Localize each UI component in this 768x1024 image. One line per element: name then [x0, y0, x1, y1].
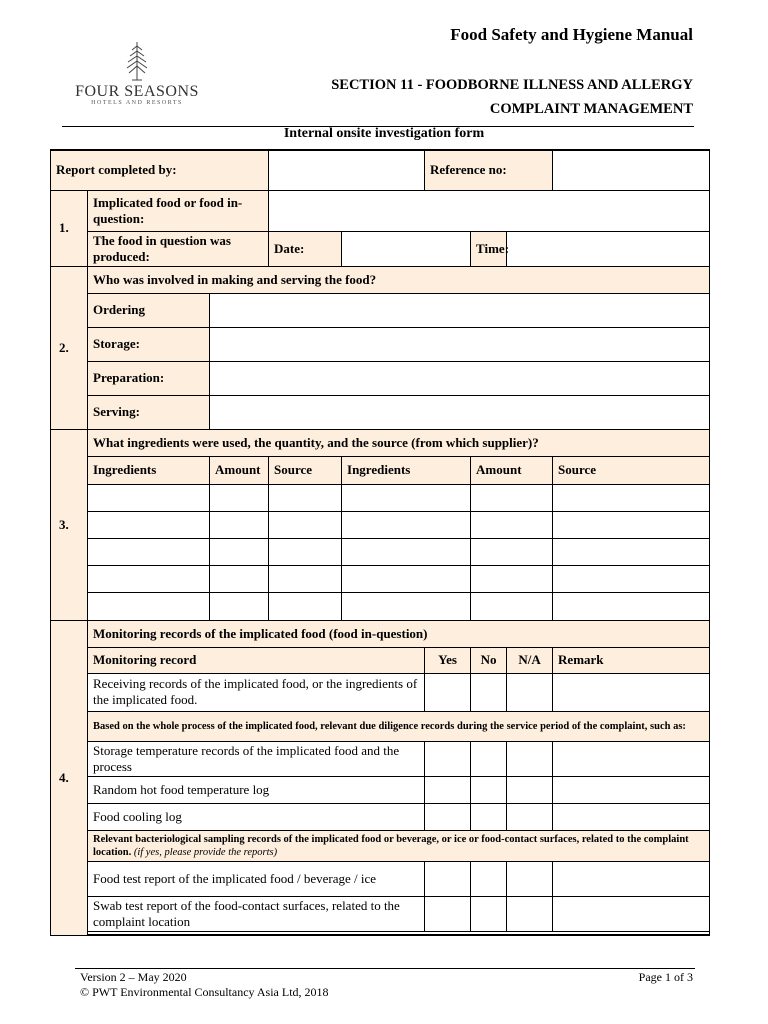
remark-field[interactable]	[553, 741, 710, 776]
ingredient-row	[51, 511, 710, 538]
section-3-number: 3.	[51, 429, 88, 620]
receiving-records-label: Receiving records of the implicated food, or the ingredients of the implicated food.	[88, 673, 425, 711]
footer-version: Version 2 – May 2020	[80, 970, 187, 984]
no-checkbox[interactable]	[471, 776, 507, 803]
preparation-label: Preparation:	[88, 361, 210, 395]
due-diligence-note: Based on the whole process of the implicated food, relevant due diligence records during the service period of the complaint, such as:	[88, 711, 710, 741]
ingredient-row	[51, 592, 710, 620]
source-cell[interactable]	[553, 538, 710, 565]
swab-test-report-label: Swab test report of the food-contact surfaces, related to the complaint location	[88, 896, 425, 931]
yes-header: Yes	[425, 647, 471, 673]
remark-field[interactable]	[553, 776, 710, 803]
section-1-number: 1.	[51, 190, 88, 266]
ordering-label: Ordering	[88, 293, 210, 327]
date-label: Date:	[269, 231, 342, 266]
manual-title: Food Safety and Hygiene Manual	[450, 25, 693, 44]
source-cell[interactable]	[553, 565, 710, 592]
section-2-question: Who was involved in making and serving the food?	[88, 266, 710, 293]
preparation-field[interactable]	[210, 361, 710, 395]
food-cooling-log-label: Food cooling log	[88, 803, 425, 830]
ingredient-cell[interactable]	[88, 538, 210, 565]
section-title-line1: SECTION 11 - FOODBORNE ILLNESS AND ALLERGY	[331, 77, 693, 93]
storage-label: Storage:	[88, 327, 210, 361]
remark-field[interactable]	[553, 896, 710, 931]
ingredient-cell[interactable]	[88, 484, 210, 511]
investigation-form	[50, 149, 710, 936]
na-header: N/A	[507, 647, 553, 673]
section-2-number: 2.	[51, 266, 88, 429]
remark-field[interactable]	[553, 673, 710, 711]
no-header: No	[471, 647, 507, 673]
reference-no-label: Reference no:	[425, 150, 553, 190]
hot-food-log-label: Random hot food temperature log	[88, 776, 425, 803]
serving-field[interactable]	[210, 395, 710, 429]
no-checkbox[interactable]	[471, 861, 507, 896]
section-4-title: Monitoring records of the implicated food (food in-question)	[88, 620, 710, 647]
ingredient-cell[interactable]	[342, 511, 471, 538]
serving-label: Serving:	[88, 395, 210, 429]
ingredient-cell[interactable]	[342, 484, 471, 511]
remark-header: Remark	[553, 647, 710, 673]
brand-subtitle: HOTELS AND RESORTS	[91, 100, 183, 106]
na-checkbox[interactable]	[507, 861, 553, 896]
amount-cell[interactable]	[210, 592, 269, 620]
na-checkbox[interactable]	[507, 803, 553, 830]
bacteriological-note-text: Relevant bacteriological sampling records of the implicated food or beverage, or ice or food-contact surfaces, related to the complaint location.	[93, 833, 689, 858]
storage-field[interactable]	[210, 327, 710, 361]
ingredient-cell[interactable]	[88, 565, 210, 592]
yes-checkbox[interactable]	[425, 861, 471, 896]
amount-cell[interactable]	[210, 538, 269, 565]
ingredient-cell[interactable]	[342, 538, 471, 565]
source-cell[interactable]	[553, 592, 710, 620]
no-checkbox[interactable]	[471, 803, 507, 830]
ingredient-cell[interactable]	[88, 592, 210, 620]
section-title-line2: COMPLAINT MANAGEMENT	[489, 101, 693, 117]
yes-checkbox[interactable]	[425, 776, 471, 803]
implicated-food-label: Implicated food or food in-question:	[88, 190, 269, 231]
footer-divider	[75, 968, 695, 969]
yes-checkbox[interactable]	[425, 673, 471, 711]
amount-cell[interactable]	[471, 592, 553, 620]
remark-field[interactable]	[553, 861, 710, 896]
ordering-field[interactable]	[210, 293, 710, 327]
food-produced-label: The food in question was produced:	[88, 231, 269, 266]
date-field[interactable]	[342, 231, 471, 266]
bacteriological-note-italic: (if yes, please provide the reports)	[133, 846, 278, 858]
implicated-food-field[interactable]	[269, 190, 710, 231]
amount-cell[interactable]	[471, 538, 553, 565]
source-header: Source	[269, 456, 342, 484]
source-cell[interactable]	[269, 484, 342, 511]
tree-icon	[122, 40, 152, 82]
yes-checkbox[interactable]	[425, 803, 471, 830]
yes-checkbox[interactable]	[425, 896, 471, 931]
storage-temperature-label: Storage temperature records of the implicated food and the process	[88, 741, 425, 776]
amount-cell[interactable]	[471, 565, 553, 592]
ingredient-row	[51, 538, 710, 565]
footer-page-number: Page 1 of 3	[638, 970, 693, 984]
footer-copyright: © PWT Environmental Consultancy Asia Ltd, 2018	[80, 985, 329, 999]
report-completed-by-label: Report completed by:	[51, 150, 269, 190]
na-checkbox[interactable]	[507, 673, 553, 711]
form-bottom-edge	[88, 931, 710, 935]
brand-name: FOUR SEASONS	[75, 83, 199, 100]
source-cell[interactable]	[269, 511, 342, 538]
ingredient-row	[51, 484, 710, 511]
bacteriological-note	[88, 830, 710, 861]
ingredient-cell[interactable]	[342, 565, 471, 592]
amount-header: Amount	[210, 456, 269, 484]
na-checkbox[interactable]	[507, 896, 553, 931]
reference-no-field[interactable]	[553, 150, 710, 190]
source-cell[interactable]	[269, 538, 342, 565]
na-checkbox[interactable]	[507, 776, 553, 803]
amount-cell[interactable]	[210, 511, 269, 538]
ingredient-cell[interactable]	[88, 511, 210, 538]
source-cell[interactable]	[269, 565, 342, 592]
amount-cell[interactable]	[210, 565, 269, 592]
source-cell[interactable]	[269, 592, 342, 620]
ingredient-row	[51, 565, 710, 592]
section-4-number: 4.	[51, 620, 88, 935]
yes-checkbox[interactable]	[425, 741, 471, 776]
no-checkbox[interactable]	[471, 896, 507, 931]
ingredients-header: Ingredients	[342, 456, 471, 484]
source-cell[interactable]	[553, 511, 710, 538]
amount-cell[interactable]	[471, 511, 553, 538]
source-header: Source	[553, 456, 710, 484]
time-label: Time:	[471, 231, 507, 266]
ingredient-cell[interactable]	[342, 592, 471, 620]
no-checkbox[interactable]	[471, 741, 507, 776]
amount-cell[interactable]	[210, 484, 269, 511]
no-checkbox[interactable]	[471, 673, 507, 711]
remark-field[interactable]	[553, 803, 710, 830]
report-completed-by-field[interactable]	[269, 150, 425, 190]
source-cell[interactable]	[553, 484, 710, 511]
amount-header: Amount	[471, 456, 553, 484]
monitoring-record-header: Monitoring record	[88, 647, 425, 673]
amount-cell[interactable]	[471, 484, 553, 511]
form-title: Internal onsite investigation form	[283, 126, 485, 141]
ingredients-header: Ingredients	[88, 456, 210, 484]
time-field[interactable]	[507, 231, 710, 266]
section-3-question: What ingredients were used, the quantity, and the source (from which supplier)?	[88, 429, 710, 456]
food-test-report-label: Food test report of the implicated food / beverage / ice	[88, 861, 425, 896]
na-checkbox[interactable]	[507, 741, 553, 776]
four-seasons-logo	[62, 40, 212, 106]
